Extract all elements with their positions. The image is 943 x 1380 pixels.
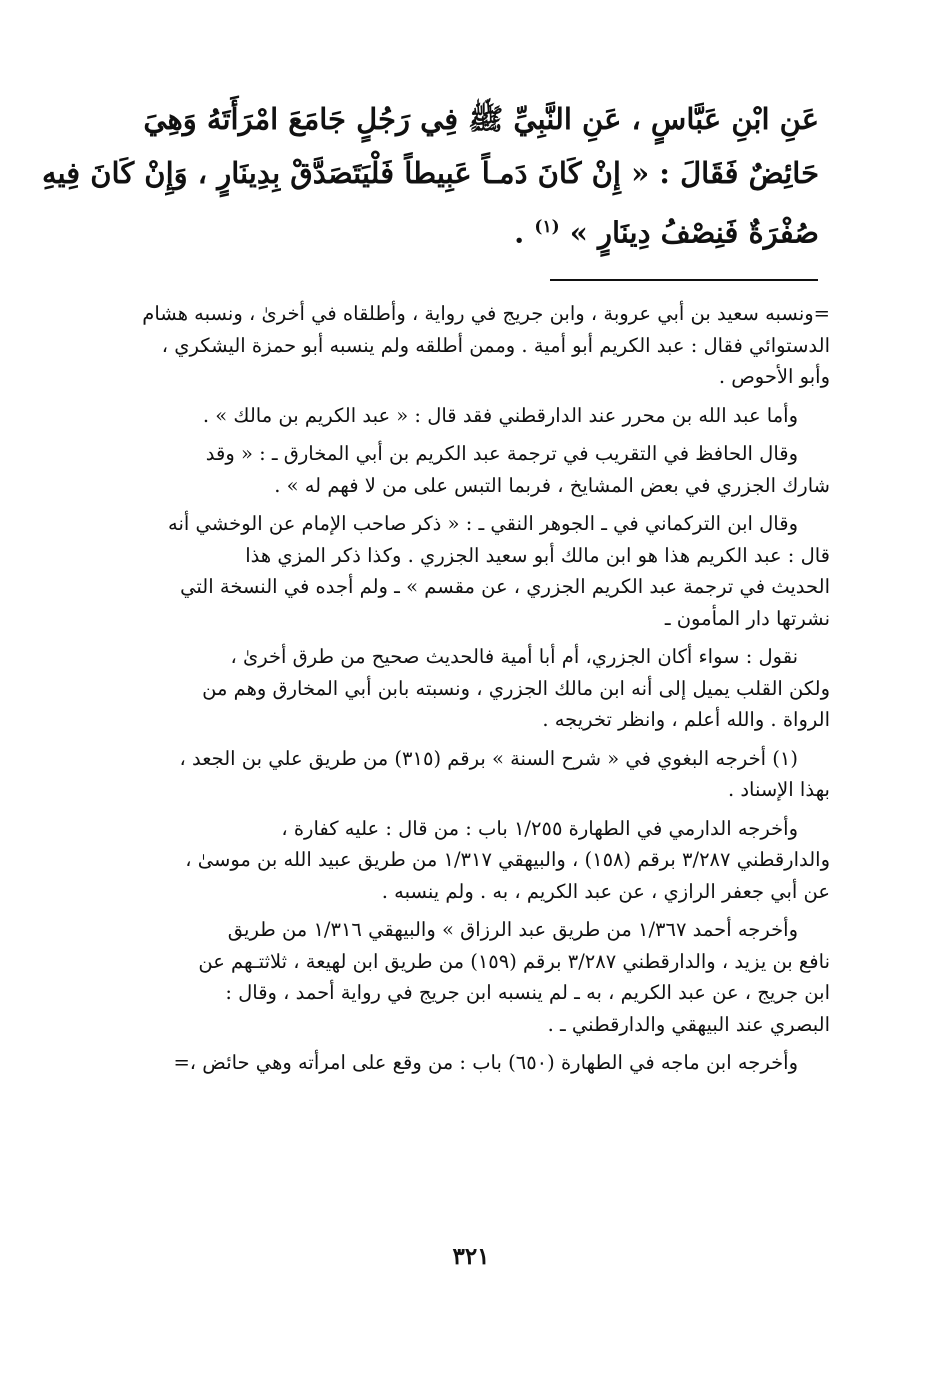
footnote-line: ابن جريج ، عن عبد الكريم ، به ـ لم ينسبه ابن جريج في رواية أحمد ، وقال :	[225, 981, 830, 1004]
footnote-paragraph	[114, 400, 830, 432]
footnote-paragraph	[114, 743, 830, 806]
footnote-line: (١) أخرجه البغوي في « شرح السنة » برقم (٣١٥) من طريق علي بن الجعد ،	[179, 746, 798, 770]
footnote-line: وأخرجه الدارمي في الطهارة ١/٢٥٥ باب : من قال : عليه كفارة ،	[281, 816, 798, 840]
footnote-line: وقال الحافظ في التقريب في ترجمة عبد الكريم بن أبي المخارق ـ : « وقد	[205, 442, 798, 465]
footnote-line: الدستوائي فقال : عبد الكريم أبو أمية . وممن أطلقه ولم ينسبه أبو حمزة اليشكري ،	[161, 333, 830, 357]
footnotes	[114, 298, 830, 1086]
hadith-text	[42, 92, 819, 260]
footnote-paragraph	[114, 813, 830, 908]
footnote-reference: (١)	[534, 217, 560, 237]
footnote-line: وأما عبد الله بن محرر عند الدارقطني فقد قال : « عبد الكريم بن مالك » .	[202, 403, 798, 427]
footnote-paragraph	[114, 438, 830, 501]
footnote-line: الرواة . والله أعلم ، وانظر تخريجه .	[542, 708, 830, 731]
footnote-line: =ونسبه سعيد بن أبي عروبة ، وابن جريج في رواية ، وأطلقاه في أخرىٰ ، ونسبه هشام	[142, 302, 830, 325]
footnote-paragraph	[114, 914, 830, 1040]
footnote-line: البصري عند البيهقي والدارقطني ـ .	[547, 1012, 830, 1036]
footnote-line: نقول : سواء أكان الجزري، أم أبا أمية فالحديث صحيح من طرق أخرىٰ ،	[230, 645, 798, 668]
footnote-paragraph	[114, 1047, 830, 1079]
footnote-line: وأبو الأحوص .	[718, 365, 830, 388]
footnote-line: قال : عبد الكريم هذا هو ابن مالك أبو سعيد الجزري . وكذا ذكر المزي هذا	[245, 543, 830, 567]
footnote-line: وأخرجه ابن ماجه في الطهارة (٦٥٠) باب : من وقع على امرأته وهي حائض ،=	[173, 1051, 798, 1074]
hadith-line: عَنِ ابْنِ عَبَّاسٍ ، عَنِ النَّبِيِّ ﷺ فِي رَجُلٍ جَامَعَ امْرَأَتَهُ وَهِيَ	[143, 102, 819, 136]
footnote-line: نشرتها دار المأمون ـ	[664, 606, 830, 630]
footnote-line: ولكن القلب يميل إلى أنه ابن مالك الجزري ، ونسبته بابن أبي المخارق وهم من	[202, 676, 830, 700]
hadith-line	[125, 200, 819, 260]
footnote-paragraph	[114, 298, 830, 393]
footnote-paragraph	[114, 508, 830, 634]
footnote-line: وقال ابن التركماني في ـ الجوهر النقي ـ : « ذكر صاحب الإمام عن الوخشي أنه	[168, 512, 798, 535]
hadith-line: حَائِضٌ فَقَالَ : « إِنْ كَانَ دَمـاً عَبِيطاً فَلْيَتَصَدَّقْ بِدِينَارٍ ، وَإِنْ كَانَ فِيهِ	[42, 156, 819, 190]
page-number: ٣٢١	[452, 1243, 490, 1270]
footnote-line: نافع بن يزيد ، والدارقطني ٣/٢٨٧ برقم (١٥٩) من طريق ابن لهيعة ، ثلاثتـهم عن	[198, 949, 830, 973]
footnote-divider	[550, 279, 818, 281]
footnote-line: عن أبي جعفر الرازي ، عن عبد الكريم ، به . ولم ينسبه .	[381, 879, 830, 903]
hadith-end-mark: .	[514, 215, 525, 250]
hadith-line-text: صُفْرَةٌ فَنِصْفُ دِينَارٍ »	[569, 215, 819, 250]
footnote-line: الحديث في ترجمة عبد الكريم الجزري ، عن مقسم » ـ ولم أجده في النسخة التي	[180, 575, 830, 598]
footnote-line: بهذا الإسناد .	[727, 778, 830, 801]
footnote-paragraph	[114, 641, 830, 736]
footnote-line: والدارقطني ٣/٢٨٧ برقم (١٥٨) ، والبيهقي ١/٣١٧ من طريق عبيد الله بن موسىٰ ،	[185, 848, 830, 871]
footnote-line: وأخرجه أحمد ١/٣٦٧ من طريق عبد الرزاق » والبيهقي ١/٣١٦ من طريق	[227, 918, 798, 941]
footnote-line: شارك الجزري في بعض المشايخ ، فربما التبس على من لا فهم له » .	[274, 473, 830, 497]
